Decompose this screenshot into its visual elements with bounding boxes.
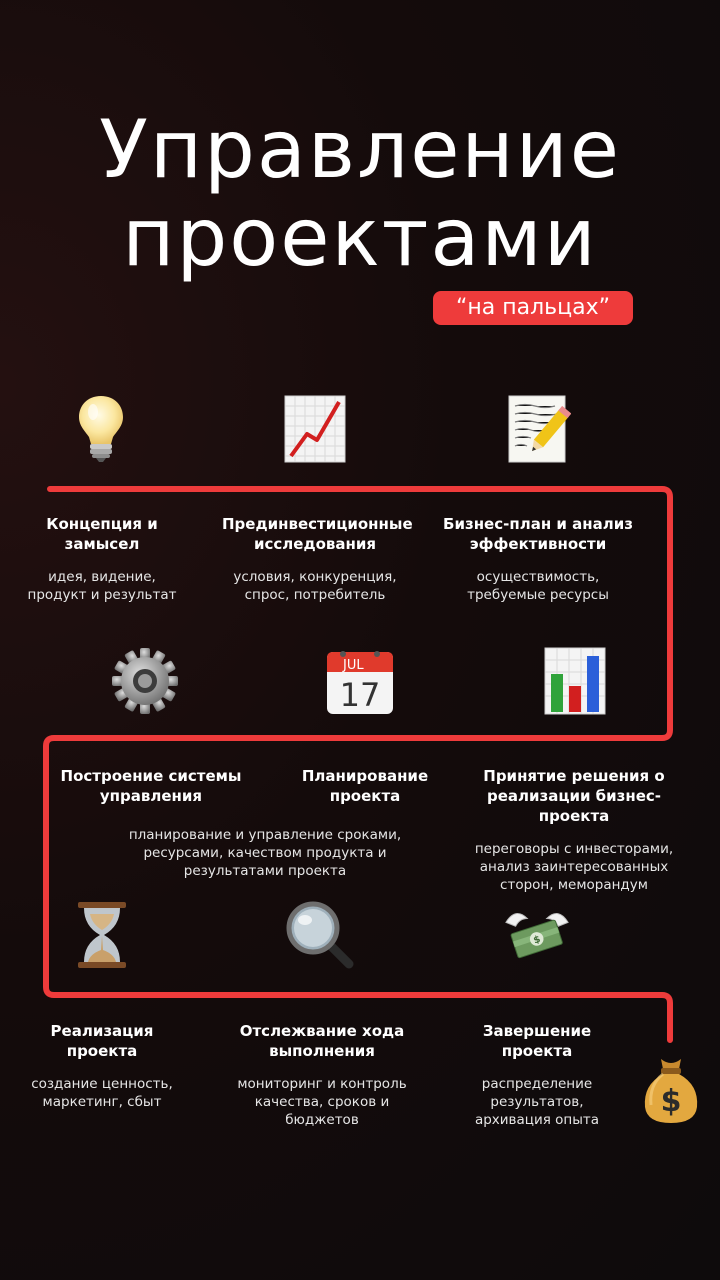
step-management-system	[46, 766, 256, 806]
step-desc: переговоры с инвесторами, анализ заинтересованных сторон, меморандум	[474, 841, 674, 893]
magnifier-icon	[285, 900, 355, 970]
step-desc: идея, видение, продукт и результат	[27, 569, 177, 603]
step-title: Бизнес-план и анализ эффективности	[443, 515, 633, 553]
subtitle-badge: “на пальцах”	[433, 291, 633, 325]
step-project-planning	[290, 766, 440, 806]
calendar-day: 17	[339, 676, 381, 714]
step-title: Прединвестиционные исследования	[222, 515, 413, 553]
step-desc: мониторинг и контроль качества, сроков и бюджетов	[237, 1076, 407, 1128]
step-monitoring	[230, 1021, 414, 1129]
calendar-month: JUL	[343, 658, 364, 673]
chart-up-icon	[280, 394, 350, 464]
step-title: Завершение проекта	[482, 1022, 592, 1060]
money-bag-icon	[636, 1054, 706, 1126]
step-completion	[462, 1021, 612, 1129]
page-title-line-1: Управление	[99, 103, 621, 196]
step-pre-investment	[222, 514, 413, 604]
hourglass-icon	[67, 900, 137, 970]
lightbulb-icon	[66, 394, 136, 464]
money-symbol: $	[532, 933, 543, 947]
step-desc: распределение результатов, архивация опыта	[474, 1076, 600, 1128]
planning-shared-desc: планирование и управление сроками, ресурсами, качеством продукта и результатами проекта	[128, 827, 402, 879]
bar-chart-icon	[540, 646, 610, 716]
money-bag-symbol: $	[660, 1084, 682, 1119]
step-desc: осуществимость, требуемые ресурсы	[467, 569, 609, 603]
step-desc: условия, конкуренция, спрос, потребитель	[233, 569, 397, 603]
page-title-line-2: проектами	[122, 191, 598, 284]
calendar-icon	[325, 646, 395, 716]
flying-money-icon	[502, 900, 572, 970]
memo-icon	[503, 394, 573, 464]
step-title: Концепция и замысел	[46, 515, 158, 553]
step-decision	[452, 766, 696, 894]
step-title: Построение системы управления	[60, 767, 242, 805]
gear-icon	[110, 646, 180, 716]
step-concept	[20, 514, 184, 604]
step-title: Отслежвание хода выполнения	[239, 1022, 405, 1060]
step-implementation	[24, 1021, 180, 1111]
step-title: Принятие решения о реализации бизнес-проекта	[483, 767, 665, 825]
step-business-plan	[440, 514, 636, 604]
step-title: Планирование проекта	[301, 767, 429, 805]
step-desc: создание ценность, маркетинг, сбыт	[31, 1076, 173, 1110]
step-title: Реализация проекта	[50, 1022, 154, 1060]
